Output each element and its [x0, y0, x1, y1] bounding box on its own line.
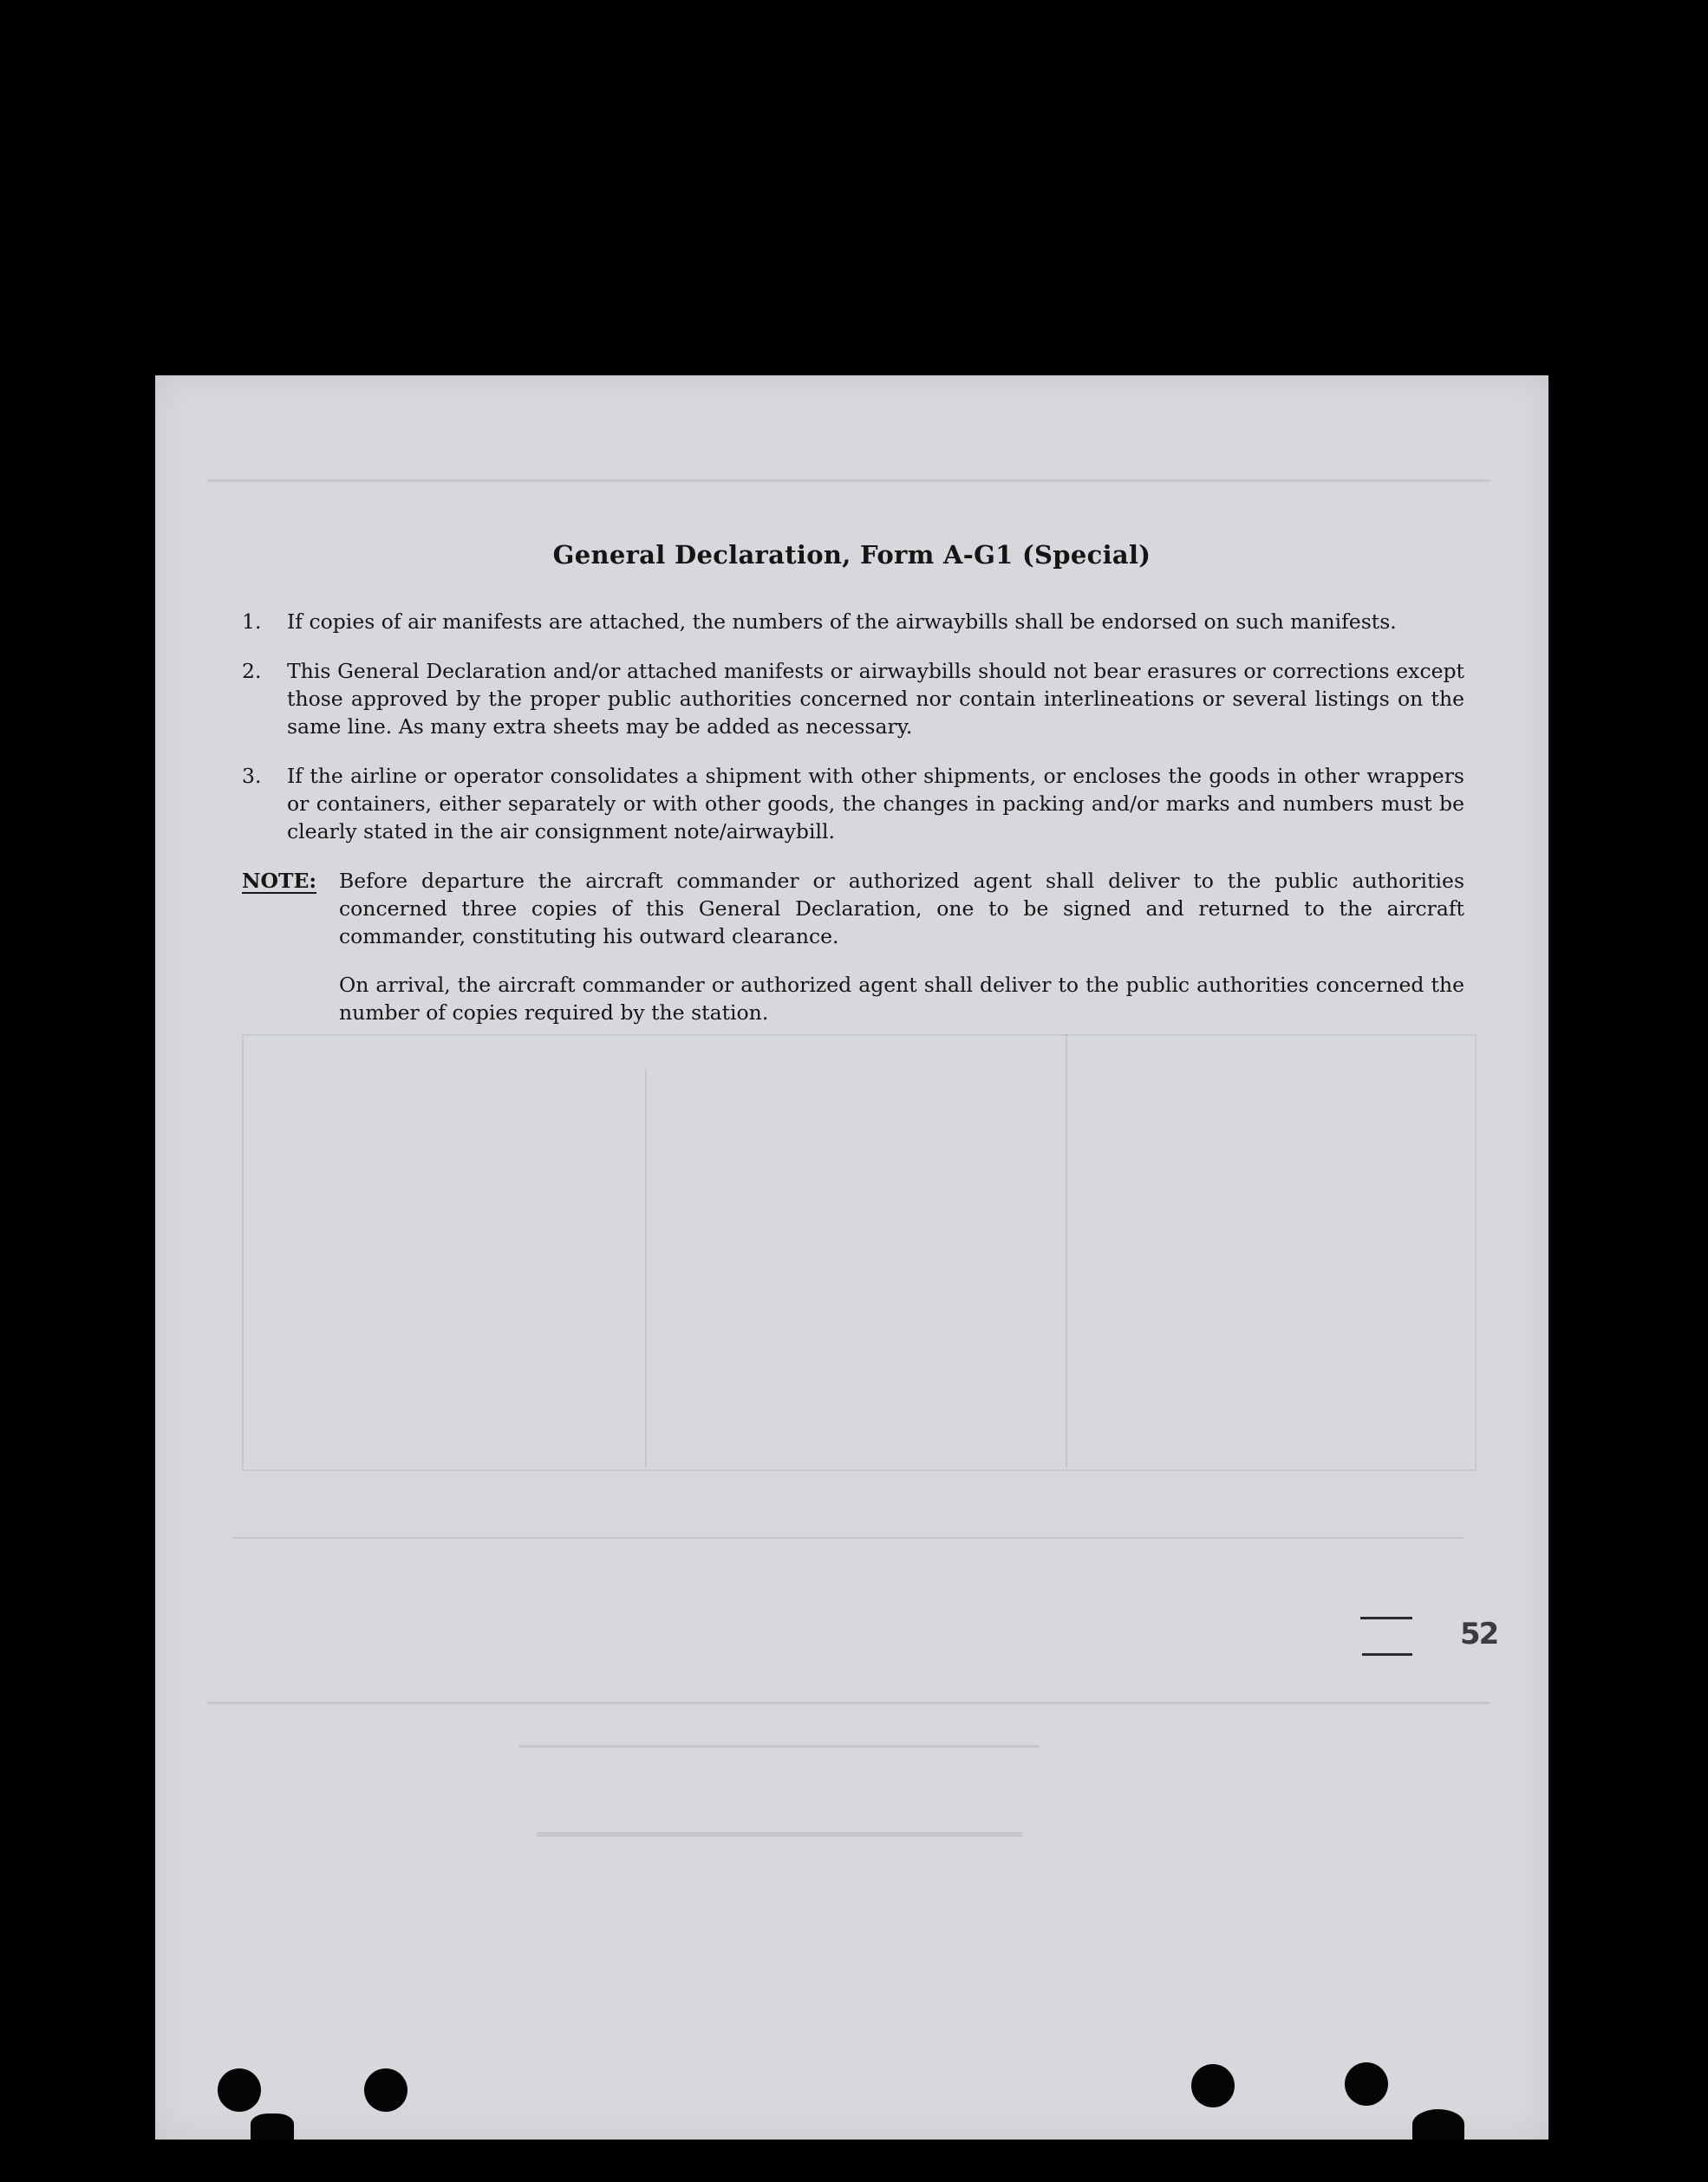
- ghost-line: [233, 1537, 1464, 1539]
- list-item-number: 3.: [242, 764, 262, 788]
- punch-hole: [1191, 2064, 1235, 2107]
- punch-hole: [218, 2068, 261, 2112]
- list-item-number: 1.: [242, 609, 262, 634]
- ghost-line: [207, 479, 1490, 482]
- list-item-text: If the airline or operator consolidates a shipment with other shipments, or encloses the goods in other wrappers or containers, either separately or with other goods, the changes in packing and/or marks and numbers must be clearly stated in the air consignment note/airwaybill.: [287, 764, 1464, 843]
- document-page: [155, 375, 1548, 2140]
- list-item-number: 2.: [242, 659, 262, 683]
- note-paragraph-2: [242, 971, 1464, 1026]
- list-item-text: If copies of air manifests are attached, the numbers of the airwaybills shall be endorsed on such manifests.: [287, 609, 1397, 634]
- ghost-line: [519, 1745, 1040, 1748]
- ghost-line: [645, 1069, 647, 1468]
- stamp-dash: [1360, 1617, 1412, 1619]
- document-title: General Declaration, Form A-G1 (Special): [552, 540, 1151, 570]
- ghost-form-box: [242, 1034, 1477, 1471]
- ghost-line: [207, 1702, 1490, 1704]
- list-item-2: [242, 657, 1464, 740]
- punch-hole: [1345, 2062, 1388, 2106]
- note-text-2: On arrival, the aircraft commander or authorized agent shall deliver to the public authorities concerned the number of copies required by the station.: [339, 973, 1464, 1025]
- list-item-1: [242, 608, 1464, 635]
- list-item-3: [242, 762, 1464, 845]
- torn-edge: [1412, 2109, 1464, 2140]
- punch-hole: [364, 2068, 407, 2112]
- note-block: [242, 867, 1464, 950]
- note-text: Before departure the aircraft commander or authorized agent shall deliver to the public authorities concerned three copies of this General Declaration, one to be signed and returned to the aircraft commander, constituting his outward clearance.: [339, 869, 1464, 948]
- note-label: NOTE:: [242, 869, 317, 893]
- page-number-stamp: 52: [1460, 1617, 1498, 1651]
- stamp-dash: [1362, 1653, 1412, 1656]
- ghost-line: [537, 1832, 1022, 1837]
- ghost-line: [1066, 1034, 1067, 1468]
- list-item-text: This General Declaration and/or attached manifests or airwaybills should not bear erasures or corrections except those approved by the proper public authorities concerned nor contain interlineations or several listings on the same line. As many extra sheets may be added as necessary.: [287, 659, 1464, 739]
- torn-edge: [251, 2114, 294, 2140]
